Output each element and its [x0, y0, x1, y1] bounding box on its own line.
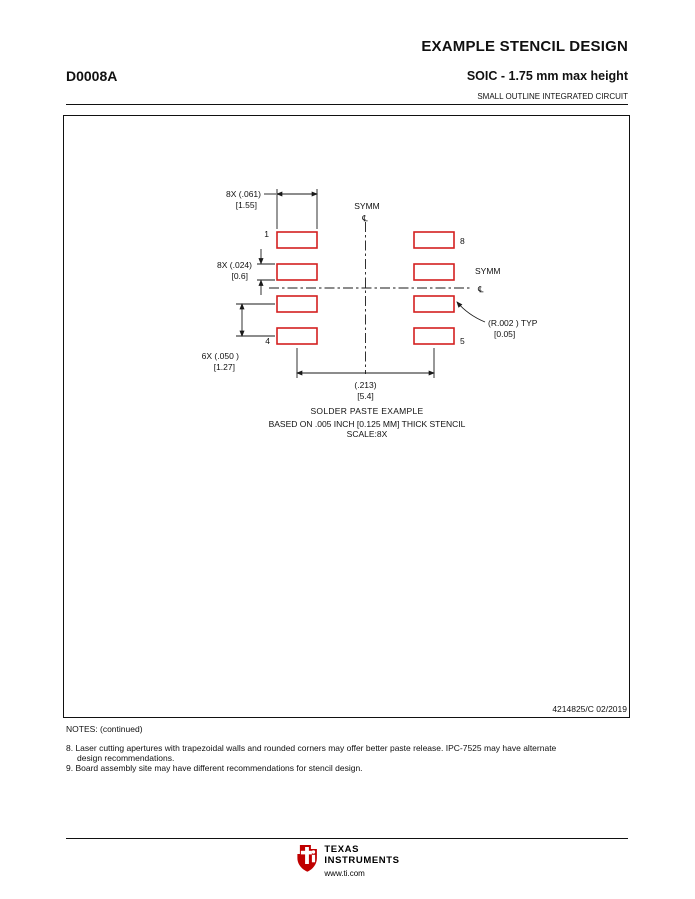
dim-pad-height	[217, 249, 275, 295]
caption-title: SOLDER PASTE EXAMPLE	[310, 406, 424, 416]
stencil-pad	[414, 296, 454, 312]
stencil-pad	[414, 264, 454, 280]
ti-website-link[interactable]: www.ti.com	[324, 869, 365, 878]
dim-pad-height-label: 8X (.024)	[217, 260, 252, 270]
note-8-line-1: 8. Laser cutting apertures with trapezoidal walls and rounded corners may offer better paste release. IPC-7525 may have alternate	[66, 743, 557, 753]
pin-number-8: 8	[460, 236, 465, 246]
dim-pad-width	[226, 189, 317, 229]
stencil-pad	[277, 264, 317, 280]
caption-stencil-note: BASED ON .005 INCH [0.125 MM] THICK STENCIL	[268, 419, 466, 429]
footer-divider	[66, 838, 628, 839]
page-title: EXAMPLE STENCIL DESIGN	[421, 38, 628, 55]
brand-name-texas: TEXAS	[324, 844, 360, 855]
stencil-pad	[414, 232, 454, 248]
dim-corner-radius-label: (R.002 ) TYP	[488, 318, 538, 328]
dim-pad-width-label: 8X (.061)	[226, 189, 261, 199]
dim-pad-height-metric: [0.6]	[231, 271, 248, 281]
brand-name-instruments: INSTRUMENTS	[324, 854, 400, 866]
stencil-drawing	[64, 116, 629, 717]
centerline-symbol-right: ℄	[478, 284, 484, 294]
dim-column-span-metric: [5.4]	[357, 391, 374, 401]
package-subtitle: SOIC - 1.75 mm max height	[466, 69, 628, 83]
stencil-pad	[414, 328, 454, 344]
pin-number-5: 5	[460, 336, 465, 346]
part-number: D0008A	[66, 68, 118, 84]
pin-number-1: 1	[264, 229, 269, 239]
stencil-pad	[277, 232, 317, 248]
ti-logo-icon	[295, 845, 318, 872]
centerline-symbol-top: ℄	[362, 213, 368, 223]
header-divider	[66, 104, 628, 105]
symm-label-right: SYMM	[475, 266, 501, 276]
dim-pad-pitch-metric: [1.27]	[213, 362, 235, 372]
package-type-label: SMALL OUTLINE INTEGRATED CIRCUIT	[477, 92, 628, 101]
ti-logo	[295, 845, 399, 878]
dim-corner-radius	[457, 302, 538, 339]
stencil-pad	[277, 328, 317, 344]
stencil-pad	[277, 296, 317, 312]
note-8-line-2: design recommendations.	[77, 753, 175, 763]
dim-pad-width-metric: [1.55]	[235, 200, 257, 210]
doc-number: 4214825/C 02/2019	[552, 704, 627, 714]
dim-corner-radius-metric: [0.05]	[494, 329, 516, 339]
notes-heading: NOTES: (continued)	[66, 724, 143, 734]
drawing-frame	[63, 115, 630, 718]
dim-pad-pitch	[202, 304, 275, 372]
caption-scale: SCALE:8X	[346, 429, 388, 439]
notes-section	[66, 724, 628, 773]
symm-label-top: SYMM	[354, 201, 380, 211]
dim-pad-pitch-label: 6X (.050 )	[201, 351, 239, 361]
pin-number-4: 4	[265, 336, 270, 346]
dim-column-span-label: (.213)	[354, 380, 377, 390]
note-9: 9. Board assembly site may have different recommendations for stencil design.	[66, 763, 363, 773]
